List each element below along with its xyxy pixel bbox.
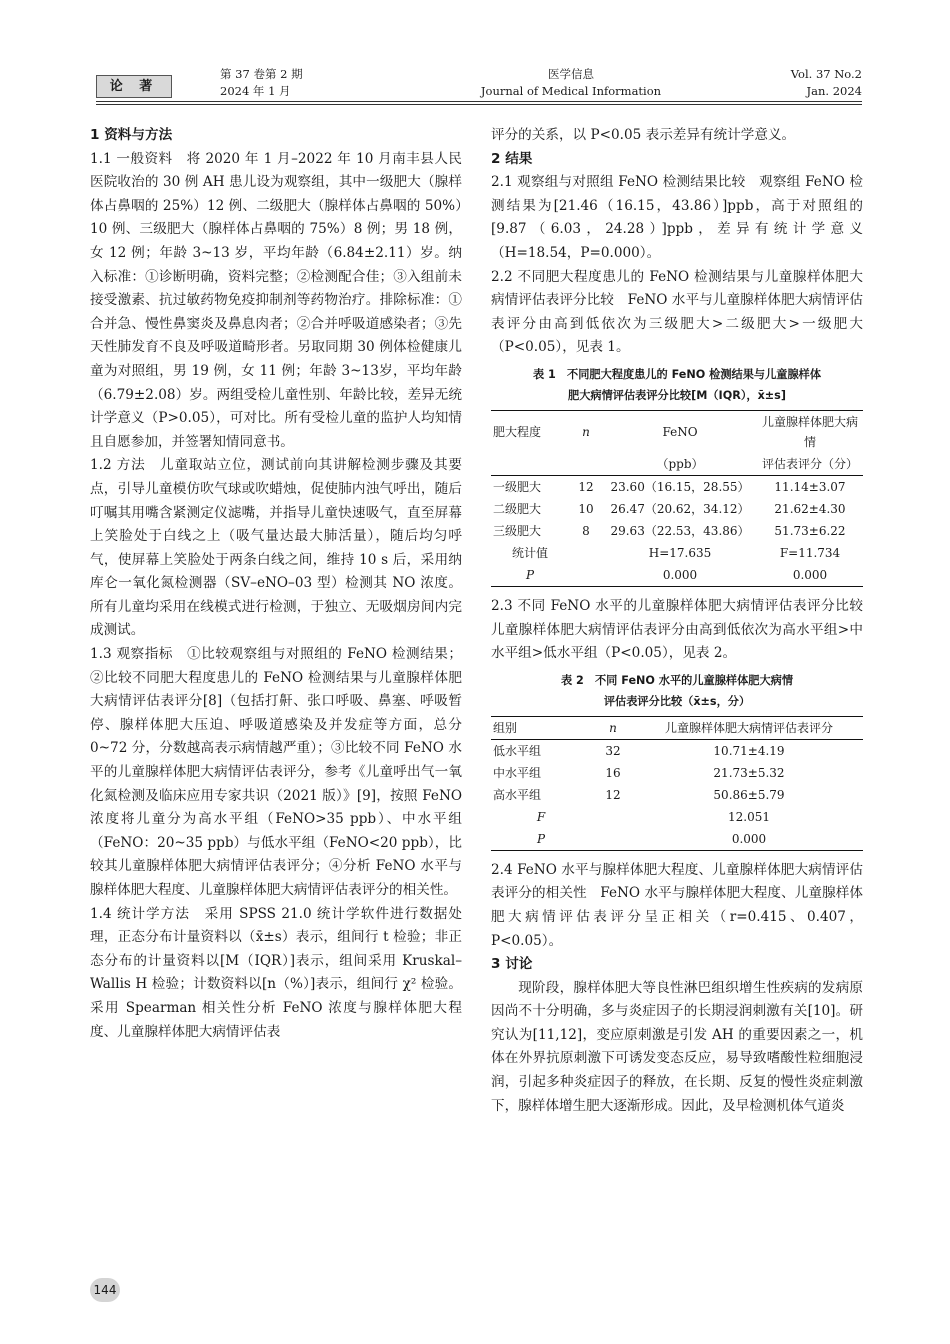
section-tag: 论 著 — [96, 75, 172, 98]
journal-en: Journal of Medical Information — [480, 84, 662, 98]
table2 — [491, 716, 863, 851]
table-row — [491, 542, 863, 564]
table2-header-cell: n — [591, 716, 635, 739]
table-cell — [569, 564, 603, 587]
table-row — [491, 739, 863, 762]
table-cell: 12 — [578, 479, 594, 494]
table-cell: 10 — [578, 501, 594, 516]
table-cell: 21.62±4.30 — [774, 501, 846, 516]
table-cell: H=17.635 — [648, 545, 712, 560]
table-cell: 高水平组 — [493, 787, 542, 802]
para-result-2-3: 2.3 不同 FeNO 水平的儿童腺样体肥大病情评估表评分比较 儿童腺样体肥大病情评估表评分由高到低依次为高水平组>中水平组>低水平组（P<0.05），见表 2。 — [491, 597, 877, 662]
table-row — [491, 475, 863, 498]
para-general-data: 1.1 一般资料 将 2020 年 1 月–2022 年 10 月南丰县人民医院收治的 30 例 AH 患儿设为观察组，其中一级肥大（腺样体占鼻咽的 25%）12 例、二级肥大（腺样体占鼻咽的 50%）10 例、三级肥大（腺样体占鼻咽的 75%）8 例；男 18 例，女 12 例；年龄 3~13 岁，平均年龄（6.84±2.11）岁。纳入标准：①诊断明确，资料完整；②检测配合佳；③入组前未接受激素、抗过敏药物免疫抑制剂等药物治疗。排除标准：①合并急、慢性鼻窦炎及鼻息肉者；②合并呼吸道感染者；③先天性肺发育不良及呼吸道畸形者。另取同期 30 例体检健康儿童为对照组，男 19 例，女 11 例；年龄 3~13岁，平均年龄（6.79±2.08）岁。两组受检儿童性别、年龄比较，差异无统计学意义（P>0.05），可对比。所有受检儿童的监护人均知情且自愿参加，并签署知情同意书。 — [90, 150, 462, 450]
table-cell: 16 — [605, 765, 621, 780]
table-cell — [591, 806, 635, 828]
table1-caption — [491, 364, 863, 406]
table-cell: 一级肥大 — [493, 479, 542, 494]
table1 — [491, 410, 863, 587]
para-result-2-1: 2.1 观察组与对照组 FeNO 检测结果比较 观察组 FeNO 检测结果为[21.46（16.15，43.86）]ppb，高于对照组的 [9.87（6.03，24.28）]ppb，差异有统计学意义（H=18.54，P=0.000）。 — [491, 174, 863, 261]
table2-header-cell: 儿童腺样体肥大病情评估表评分 — [635, 716, 863, 739]
para-indicators: 1.3 观察指标 ①比较观察组与对照组的 FeNO 检测结果；②比较不同肥大程度患儿的 FeNO 检测结果与儿童腺样体肥大病情评估表评分[8]（包括打鼾、张口呼吸、鼻塞、呼吸暂停、腺样体肥大压迫、呼吸道感染及并发症等方面，总分 0~72 分，分数越高表示病情越严重）；③比较不同 FeNO 水平的儿童腺样体肥大病情评估表评分，参考《儿童呼出气一氧化氮检测及临床应用专家共识（2021 版）》[9]，按照 FeNO 浓度将儿童分为高水平组（FeNO>35 ppb）、中水平组（FeNO：20~35 ppb）与低水平组（FeNO<20 ppb），比较其儿童腺样体肥大病情评估表评分；④分析 FeNO 水平与腺样体肥大程度、儿童腺样体肥大病情评估表评分的相关性。 — [90, 646, 462, 898]
table-cell: F — [536, 809, 546, 824]
table2-header-cell: 组别 — [491, 716, 591, 739]
para-result-2-4: 2.4 FeNO 水平与腺样体肥大程度、儿童腺样体肥大病情评估表评分的相关性 FeNO 水平与腺样体肥大程度、儿童腺样体肥大病情评估表评分呈正相关（r=0.415、0.407，P<0.05）。 — [491, 861, 863, 949]
table-cell: 0.000 — [757, 564, 863, 587]
table-cell: 中水平组 — [493, 765, 542, 780]
volume-en: Vol. 37 No.2 — [790, 67, 862, 81]
table-cell: P — [491, 828, 591, 851]
section-heading-methods: 1 资料与方法 — [90, 127, 173, 143]
table2-caption-line1: 表 2 不同 FeNO 水平的儿童腺样体肥大病情 — [560, 673, 794, 687]
header-journal — [456, 66, 686, 100]
header-rule-thin — [96, 104, 862, 105]
table-cell: 三级肥大 — [493, 523, 542, 538]
table-cell: 8 — [582, 523, 590, 538]
right-column — [491, 124, 877, 1118]
table-cell: 二级肥大 — [493, 501, 542, 516]
table-cell: 11.14±3.07 — [774, 479, 846, 494]
table-cell: 51.73±6.22 — [774, 523, 846, 538]
para-result-2-2: 2.2 不同肥大程度患儿的 FeNO 检测结果与儿童腺样体肥大病情评估表评分比较 FeNO 水平与儿童腺样体肥大病情评估表评分由高到低依次为三级肥大>二级肥大>一级肥大（P<0.05），见表 1。 — [491, 268, 863, 356]
table-cell: 0.000 — [603, 564, 757, 587]
table-row — [491, 498, 863, 520]
section-heading-discussion: 3 讨论 — [491, 956, 533, 973]
table-row — [491, 784, 863, 806]
left-column — [90, 124, 462, 1044]
page-number: 144 — [90, 1278, 120, 1302]
para-statistics-cont: 评分的关系，以 P<0.05 表示差异有统计学意义。 — [491, 127, 796, 143]
volume-cn: 第 37 卷第 2 期 — [220, 67, 303, 81]
table-cell: 统计值 — [511, 545, 548, 560]
table-cell: 低水平组 — [493, 743, 542, 758]
table1-header-cell: 评估表评分（分） — [757, 453, 863, 476]
table-cell: 32 — [605, 743, 621, 758]
table1-header-cell: n — [569, 410, 603, 453]
table1-header-cell: （ppb） — [603, 453, 757, 476]
table-cell: 26.47（20.62，34.12） — [610, 501, 750, 516]
table-cell: 0.000 — [635, 828, 863, 851]
table1-header-cell: 肥大程度 — [491, 410, 569, 453]
table-cell: 21.73±5.32 — [713, 765, 785, 780]
table1-caption-line1: 表 1 不同肥大程度患儿的 FeNO 检测结果与儿童腺样体 — [532, 367, 822, 381]
date-cn: 2024 年 1 月 — [220, 84, 291, 98]
table1-caption-line2: 肥大病情评估表评分比较[M（IQR），x̄±s] — [568, 388, 786, 402]
table-cell: F=11.734 — [779, 545, 841, 560]
date-en: Jan. 2024 — [806, 84, 862, 98]
table-cell: P — [491, 564, 569, 587]
table-row — [491, 762, 863, 784]
para-statistics: 1.4 统计学方法 采用 SPSS 21.0 统计学软件进行数据处理，正态分布计量资料以（x̄±s）表示，组间行 t 检验；非正态分布的计量资料以[M（IQR）]表示，组间采用 Kruskal–Wallis H 检验；计数资料以[n（%）]表示，组间行 χ² 检验。采用 Spearman 相关性分析 FeNO 浓度与腺样体肥大程度、儿童腺样体肥大病情评估表 — [90, 905, 462, 1040]
running-header — [96, 66, 862, 102]
table-row — [491, 806, 863, 828]
table-row — [491, 828, 863, 851]
header-volume-cn — [220, 66, 303, 100]
table2-caption-line2: 评估表评分比较（x̄±s，分） — [603, 694, 751, 708]
table-cell: 12 — [605, 787, 621, 802]
journal-cn: 医学信息 — [548, 67, 594, 81]
table1-header-cell: 儿童腺样体肥大病情 — [757, 410, 863, 453]
header-volume-en — [791, 66, 862, 100]
table-cell — [591, 828, 635, 851]
table-row — [491, 520, 863, 542]
section-heading-results: 2 结果 — [491, 150, 533, 167]
para-methods: 1.2 方法 儿童取站立位，测试前向其讲解检测步骤及其要点，引导儿童模仿吹气球或吹蜡烛，促使肺内浊气呼出，随后叮嘱其用嘴含紧测定仪滤嘴，并指导儿童快速吸气，直至屏幕上笑脸处于白线之上（吸气量达最大肺活量），随后均匀呼气，使屏幕上笑脸处于两条白线之间，维持 10 s 后，采用纳库仑一氧化氮检测器（SV–eNO–03 型）检测其 NO 浓度。所有儿童均采用在线模式进行检测，于独立、无吸烟房间内完成测试。 — [90, 457, 462, 639]
table2-caption — [491, 670, 863, 712]
table-cell: 50.86±5.79 — [713, 787, 785, 802]
table-cell: 12.051 — [728, 809, 770, 824]
table-cell: 23.60（16.15，28.55） — [610, 479, 750, 494]
table-cell: 29.63（22.53，43.86） — [610, 523, 750, 538]
table-row — [491, 564, 863, 587]
para-discussion: 现阶段，腺样体肥大等良性淋巴组织增生性疾病的发病原因尚不十分明确，多与炎症因子的长期浸润刺激有关[10]。研究认为[11,12]，变应原刺激是引发 AH 的重要因素之一，机体在外界抗原刺激下可诱发变态反应，易导致嗜酸性粒细胞浸润，引起多种炎症因子的释放，在长期、反复的慢性炎症刺激下，腺样体增生肥大逐渐形成。因此，及早检测机体气道炎 — [491, 979, 863, 1114]
table1-header-cell: FeNO — [603, 410, 757, 453]
table-cell — [569, 542, 603, 564]
table-cell: 10.71±4.19 — [713, 743, 785, 758]
header-rule-thick — [96, 101, 862, 102]
